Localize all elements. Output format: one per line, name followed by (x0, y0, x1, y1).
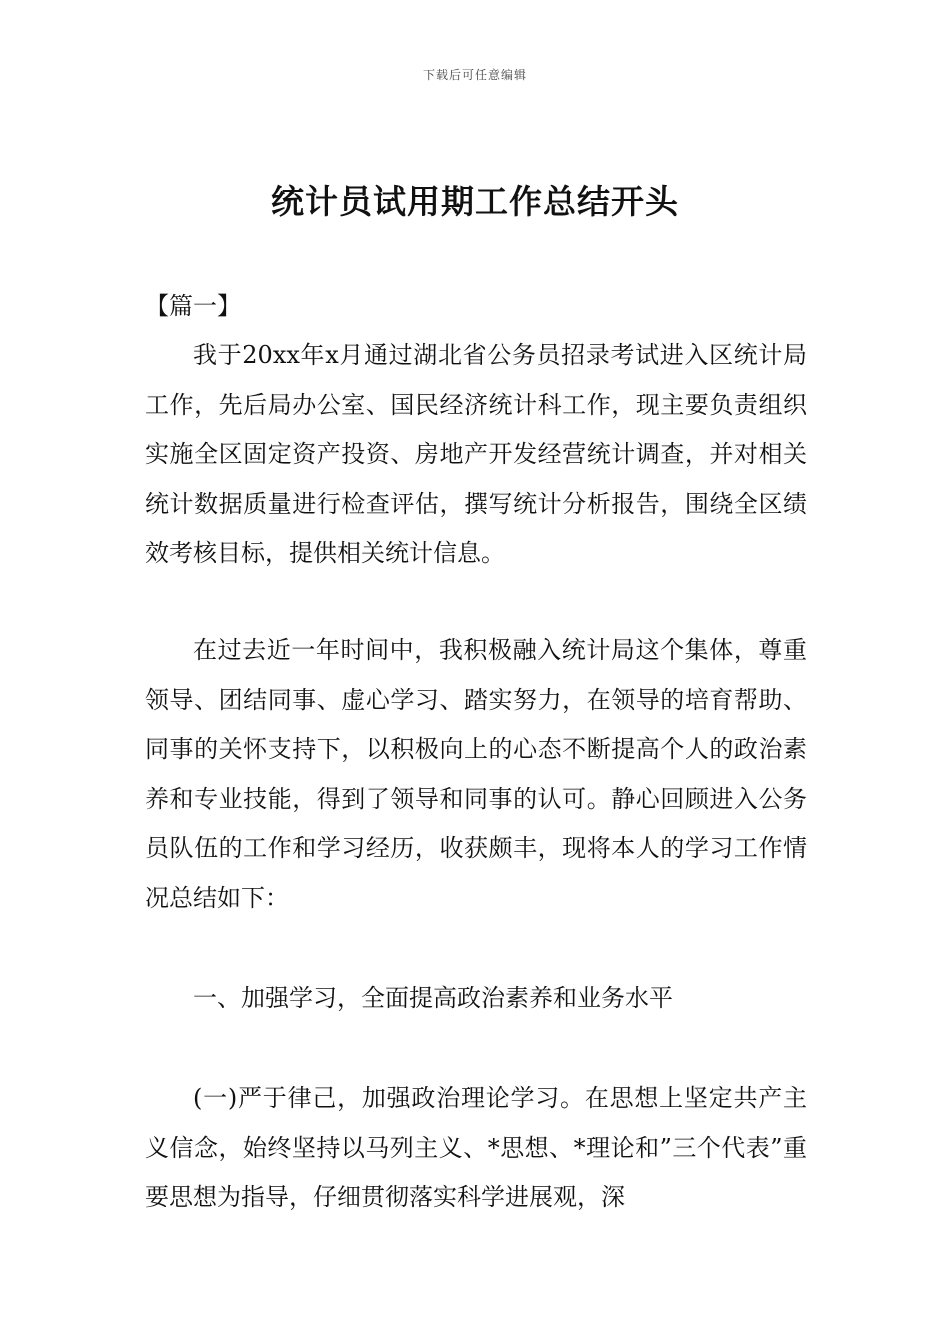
section-heading-study: 一、加强学习，全面提高政治素养和业务水平 (193, 984, 673, 1012)
header-note: 下载后可任意编辑 (422, 68, 527, 82)
paragraph-political-study: (一)严于律己，加强政治理论学习。在思想上坚定共产主义信念，始终坚持以马列主义、*思想、*理论和”三个代表”重要思想为指导，仔细贯彻落实科学进展观，深 (145, 1084, 807, 1211)
paragraph-intro: 我于20xx年x月通过湖北省公务员招录考试进入区统计局工作，先后局办公室、国民经济统计科工作，现主要负责组织实施全区固定资产投资、房地产开发经营统计调查，并对相关统计数据质量进行检查评估，撰写统计分析报告，围绕全区绩效考核目标，提供相关统计信息。 (145, 341, 807, 567)
paragraph-review: 在过去近一年时间中，我积极融入统计局这个集体，尊重领导、团结同事、虚心学习、踏实努力，在领导的培育帮助、同事的关怀支持下，以积极向上的心态不断提高个人的政治素养和专业技能，得到了领导和同事的认可。静心回顾进入公务员队伍的工作和学习经历，收获颇丰，现将本人的学习工作情况总结如下： (145, 636, 807, 912)
document-title: 统计员试用期工作总结开头 (271, 182, 679, 221)
section-label: 【篇一】 (145, 292, 241, 320)
